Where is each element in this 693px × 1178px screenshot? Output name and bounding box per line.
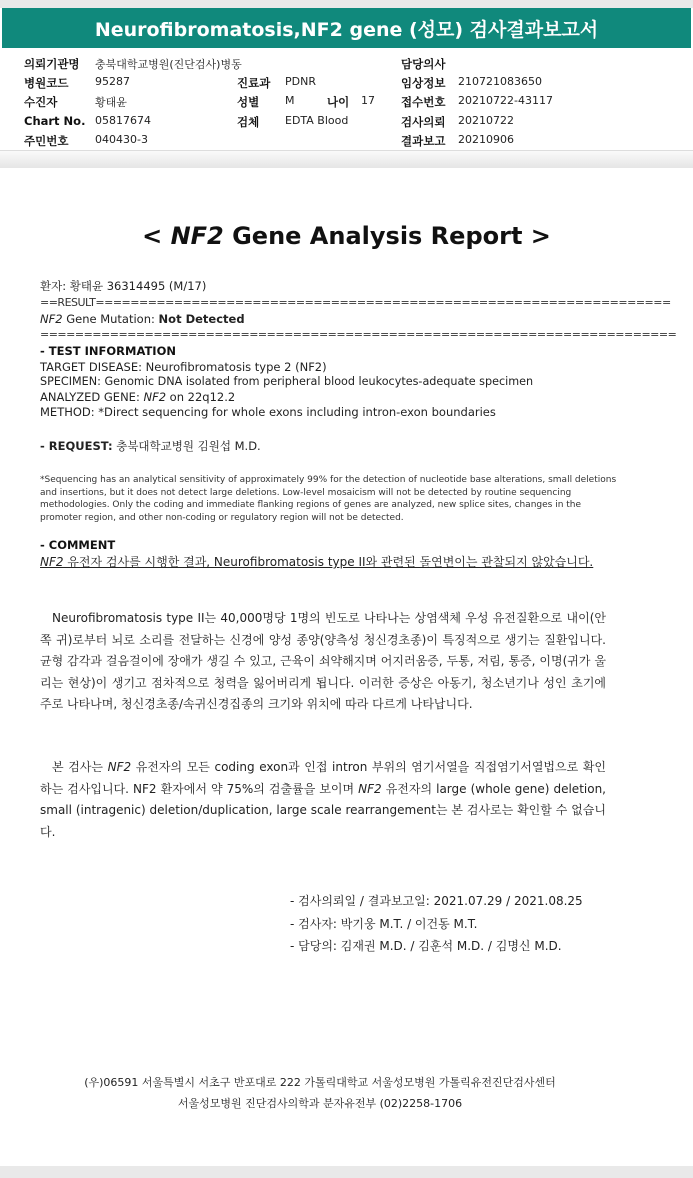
- sex-label: 성별: [237, 95, 260, 109]
- test-desc-gene2: NF2: [358, 781, 382, 796]
- department-label: 진료과: [237, 76, 271, 90]
- sex-value: M: [285, 94, 295, 107]
- section-divider: [0, 150, 693, 169]
- analyzed-gene-label: ANALYZED GENE:: [40, 390, 144, 404]
- report-document: [0, 168, 693, 1166]
- comment-text: [40, 552, 606, 573]
- test-info-heading: - TEST INFORMATION: [40, 344, 176, 358]
- attending-label: 담당의사: [401, 57, 446, 71]
- result-rule-end: =========================================================================: [40, 328, 677, 341]
- age-label: 나이: [327, 95, 350, 109]
- clinical-info-label: 임상정보: [401, 76, 446, 90]
- hospital-code-value: 95287: [95, 75, 130, 88]
- analyzed-gene: [40, 390, 235, 404]
- patient-line: 환자: 황태윤 36314495 (M/17): [40, 279, 207, 293]
- disease-description: Neurofibromatosis type II는 40,000명당 1명의 빈도로 나타나는 상염색체 우성 유전질환으로 내이(안쪽 귀)로부터 뇌로 소리를 전달하는 신경에 양성 종양(양측성 청신경초종)이 특징적으로 생기는 질환입니다. 균형 감각과 걸음걸이에 장애가 생길 수 있고, 근육이 쇠약해지며 어지러움증, 두통, 저림, 통증, 이명(귀가 울리는 현상)이 생기고 점차적으로 청력을 잃어버리게 됩니다. 이러한 증상은 아동기, 청소년기나 성인 초기에 주로 나타나며, 청신경초종/속귀신경집종의 크기와 위치에 따라 다르게 나타납니다.: [40, 611, 606, 712]
- report-title: [0, 222, 693, 250]
- resident-no-value: 040430-3: [95, 133, 148, 146]
- signature-dates: - 검사의뢰일 / 결과보고일: 2021.07.29 / 2021.08.25: [290, 894, 583, 908]
- test-desc-gene1: NF2: [107, 760, 132, 774]
- report-header-bar: [2, 8, 691, 48]
- department-value: PDNR: [285, 75, 316, 88]
- title-prefix: <: [142, 222, 171, 250]
- examinee-value: 황태윤: [95, 96, 127, 109]
- request-date-value: 20210722: [458, 114, 514, 127]
- mutation-gene: NF2: [40, 312, 63, 326]
- target-disease: TARGET DISEASE: Neurofibromatosis type 2 (NF2): [40, 360, 327, 374]
- resident-no-label: 주민번호: [24, 134, 69, 148]
- report-date-value: 20210906: [458, 133, 514, 146]
- test-desc-part3: 유전자의 large (whole gene) deletion, small (intragenic) deletion/duplication, large scale rearrangement는 본 검사로는 확인할 수 없습니다.: [40, 781, 606, 839]
- title-rest: Gene Analysis Report >: [223, 222, 551, 250]
- comment-body: 유전자 검사를 시행한 결과, Neurofibromatosis type II와 관련된 돌연변이는 관찰되지 않았습니다.: [63, 555, 594, 569]
- bottom-strip: [0, 1166, 693, 1178]
- test-desc-part1: 본 검사는: [52, 760, 108, 774]
- request-date-label: 검사의뢰: [401, 115, 446, 129]
- address-line-1: (우)06591 서울특별시 서초구 반포대로 222 가톨릭대학교 서울성모병원 가톨릭유전진단검사센터: [84, 1076, 556, 1089]
- request-line: [40, 438, 261, 454]
- result-rule: ==RESULT==================================================================: [40, 296, 671, 309]
- request-value: 충북대학교병원 김원섭 M.D.: [112, 439, 261, 453]
- test-desc-part2: 유전자의 모든 coding exon과 인접 intron 부위의 염기서열을 직접염기서열법으로 확인하는 검사입니다. NF2 환자에서 약 75%의 검출률을 보이며: [40, 760, 607, 796]
- address-line-2: 서울성모병원 진단검사의학과 분자유전부 (02)2258-1706: [177, 1097, 463, 1110]
- chart-no-value: 05817674: [95, 114, 151, 127]
- sequencing-footnote: *Sequencing has an analytical sensitivity of approximately 99% for the detection of nucleotide base alterations, small deletions and insertions, but it does not detect large deletions. Low-level mosaicism will not be detected by routine sequencing methodologies. Only the coding and immediate flanking regions of genes are analyzed, new splice sites, changes in the promoter region, and other non-coding or regulatory region will not be detected.: [40, 475, 617, 523]
- report-date-label: 결과보고: [401, 134, 446, 148]
- analyzed-gene-name: NF2: [143, 390, 167, 404]
- hospital-code-label: 병원코드: [24, 76, 69, 90]
- comment-heading: - COMMENT: [40, 538, 116, 552]
- chart-no-label: Chart No.: [24, 114, 86, 128]
- specimen-value: EDTA Blood: [285, 114, 349, 127]
- method-info: METHOD: *Direct sequencing for whole exons including intron-exon boundaries: [40, 405, 496, 419]
- mutation-value: Not Detected: [158, 312, 245, 326]
- patient-info-panel: [0, 52, 693, 152]
- mutation-result: [40, 312, 245, 326]
- mutation-label: Gene Mutation:: [62, 312, 159, 326]
- specimen-info: SPECIMEN: Genomic DNA isolated from peripheral blood leukocytes-adequate specimen: [40, 375, 534, 388]
- institution-value: 충북대학교병원(진단검사)병동: [95, 58, 242, 71]
- comment-gene: NF2: [40, 555, 64, 569]
- age-value: 17: [361, 94, 375, 107]
- title-gene: NF2: [170, 222, 224, 250]
- specimen-label: 검체: [237, 115, 260, 129]
- examinee-label: 수진자: [24, 95, 58, 109]
- analyzed-gene-locus: on 22q12.2: [166, 390, 236, 404]
- receipt-no-label: 접수번호: [401, 95, 446, 109]
- signature-testers: - 검사자: 박기웅 M.T. / 이건동 M.T.: [290, 917, 478, 931]
- signature-doctors: - 담당의: 김재권 M.D. / 김훈석 M.D. / 김명신 M.D.: [290, 939, 562, 953]
- request-heading: - REQUEST:: [40, 439, 113, 453]
- receipt-no-value: 20210722-43117: [458, 94, 553, 107]
- test-description: [40, 757, 606, 843]
- institution-label: 의뢰기관명: [24, 57, 80, 71]
- clinical-info-value: 210721083650: [458, 75, 542, 88]
- header-title: Neurofibromatosis,NF2 gene (성모) 검사결과보고서: [94, 18, 599, 41]
- top-strip: [0, 0, 693, 8]
